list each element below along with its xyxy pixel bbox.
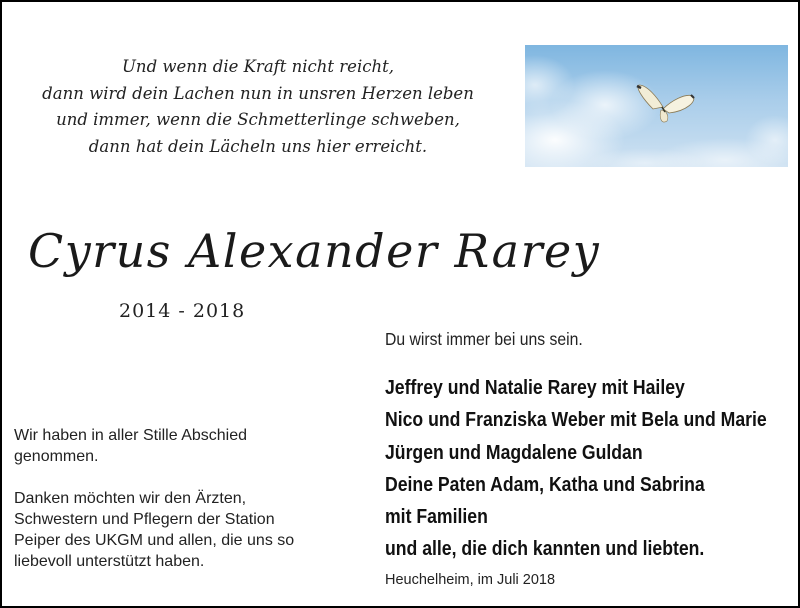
thanks-line: Danken möchten wir den Ärzten, xyxy=(14,490,247,507)
butterfly-sky-image xyxy=(525,45,788,167)
thanks-text xyxy=(14,488,354,572)
mourner-line: Deine Paten Adam, Katha und Sabrina xyxy=(385,472,705,496)
mourners-list xyxy=(385,372,767,566)
poem-line: Und wenn die Kraft nicht reicht, xyxy=(122,57,394,76)
thanks-line: Peiper des UKGM und allen, die uns so xyxy=(14,532,295,549)
poem xyxy=(10,54,506,160)
mourner-line: mit Familien xyxy=(385,505,488,529)
poem-line: und immer, wenn die Schmetterlinge schweben, xyxy=(56,110,460,129)
life-dates: 2014 - 2018 xyxy=(119,300,246,322)
place-date: Heuchelheim, im Juli 2018 xyxy=(385,572,556,588)
mourner-line: Nico und Franziska Weber mit Bela und Marie xyxy=(385,408,767,432)
mourner-line: und alle, die dich kannten und liebten. xyxy=(385,537,705,561)
deceased-name: Cyrus Alexander Rarey xyxy=(28,224,601,278)
mourner-line: Jürgen und Magdalene Guldan xyxy=(385,440,643,464)
mourner-line: Jeffrey und Natalie Rarey mit Hailey xyxy=(385,376,685,399)
farewell-line: Wir haben in aller Stille Abschied xyxy=(14,427,248,444)
thanks-line: Schwestern und Pflegern der Station xyxy=(14,511,275,528)
motto: Du wirst immer bei uns sein. xyxy=(385,329,583,349)
poem-line: dann hat dein Lächeln uns hier erreicht. xyxy=(88,136,428,156)
thanks-line: liebevoll unterstützt haben. xyxy=(14,553,205,570)
butterfly-icon xyxy=(525,45,788,167)
farewell-line: genommen. xyxy=(14,448,99,465)
poem-line: dann wird dein Lachen nun in unsren Herzen leben xyxy=(42,83,474,103)
farewell-text xyxy=(14,425,354,467)
